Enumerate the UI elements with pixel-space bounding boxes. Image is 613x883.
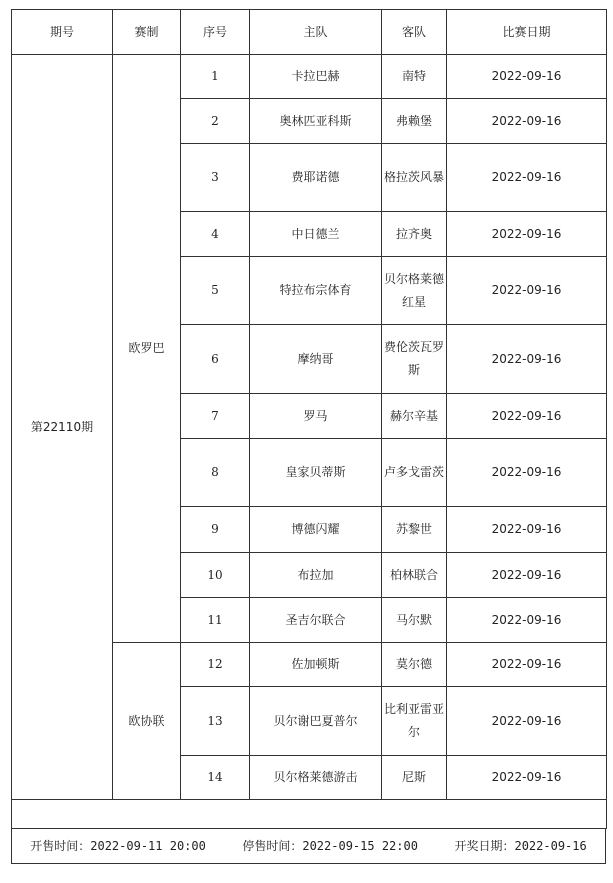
header-home: 主队 [250,10,382,55]
sale-start-time: 开售时间：2022-09-11 20:00 [30,839,206,853]
home-team: 圣吉尔联合 [250,598,382,643]
home-team: 中日德兰 [250,212,382,257]
match-number: 6 [181,325,250,394]
match-date: 2022-09-16 [447,325,607,394]
match-date: 2022-09-16 [447,212,607,257]
match-date: 2022-09-16 [447,643,607,687]
match-number: 5 [181,257,250,325]
away-team: 弗赖堡 [382,99,447,144]
match-date: 2022-09-16 [447,55,607,99]
match-number: 9 [181,507,250,553]
home-team: 博德闪耀 [250,507,382,553]
match-number: 14 [181,756,250,800]
home-team: 奥林匹亚科斯 [250,99,382,144]
home-team: 贝尔格莱德游击 [250,756,382,800]
match-date: 2022-09-16 [447,257,607,325]
home-team: 贝尔谢巴夏普尔 [250,687,382,756]
match-date: 2022-09-16 [447,439,607,507]
away-team: 贝尔格莱德红星 [382,257,447,325]
away-team: 苏黎世 [382,507,447,553]
match-date: 2022-09-16 [447,507,607,553]
header-number: 序号 [181,10,250,55]
draw-date: 开奖日期：2022-09-16 [454,839,587,853]
table-row [12,55,607,99]
home-team: 佐加顿斯 [250,643,382,687]
match-date: 2022-09-16 [447,394,607,439]
home-team: 皇家贝蒂斯 [250,439,382,507]
header-row [12,10,607,55]
home-team: 摩纳哥 [250,325,382,394]
match-number: 13 [181,687,250,756]
match-number: 4 [181,212,250,257]
match-date: 2022-09-16 [447,756,607,800]
schedule-table [11,9,607,829]
period-cell: 第22110期 [12,55,113,800]
match-number: 8 [181,439,250,507]
away-team: 尼斯 [382,756,447,800]
match-date: 2022-09-16 [447,598,607,643]
match-number: 12 [181,643,250,687]
header-away: 客队 [382,10,447,55]
away-team: 卢多戈雷茨 [382,439,447,507]
header-format: 赛制 [113,10,181,55]
away-team: 拉齐奥 [382,212,447,257]
header-date: 比赛日期 [447,10,607,55]
match-date: 2022-09-16 [447,553,607,598]
group-cell: 欧协联 [113,643,181,800]
away-team: 莫尔德 [382,643,447,687]
away-team: 比利亚雷亚尔 [382,687,447,756]
match-number: 7 [181,394,250,439]
match-date: 2022-09-16 [447,144,607,212]
match-date: 2022-09-16 [447,99,607,144]
match-date: 2022-09-16 [447,687,607,756]
empty-cell [12,800,607,829]
away-team: 南特 [382,55,447,99]
empty-row [12,800,607,829]
match-number: 10 [181,553,250,598]
sale-stop-time: 停售时间：2022-09-15 22:00 [242,839,418,853]
away-team: 格拉茨风暴 [382,144,447,212]
home-team: 罗马 [250,394,382,439]
away-team: 费伦茨瓦罗斯 [382,325,447,394]
home-team: 特拉布宗体育 [250,257,382,325]
home-team: 费耶诺德 [250,144,382,212]
match-number: 3 [181,144,250,212]
match-number: 1 [181,55,250,99]
home-team: 卡拉巴赫 [250,55,382,99]
match-number: 11 [181,598,250,643]
header-period: 期号 [12,10,113,55]
match-number: 2 [181,99,250,144]
home-team: 布拉加 [250,553,382,598]
away-team: 马尔默 [382,598,447,643]
group-cell: 欧罗巴 [113,55,181,643]
away-team: 赫尔辛基 [382,394,447,439]
away-team: 柏林联合 [382,553,447,598]
sale-info-footer [11,828,606,864]
